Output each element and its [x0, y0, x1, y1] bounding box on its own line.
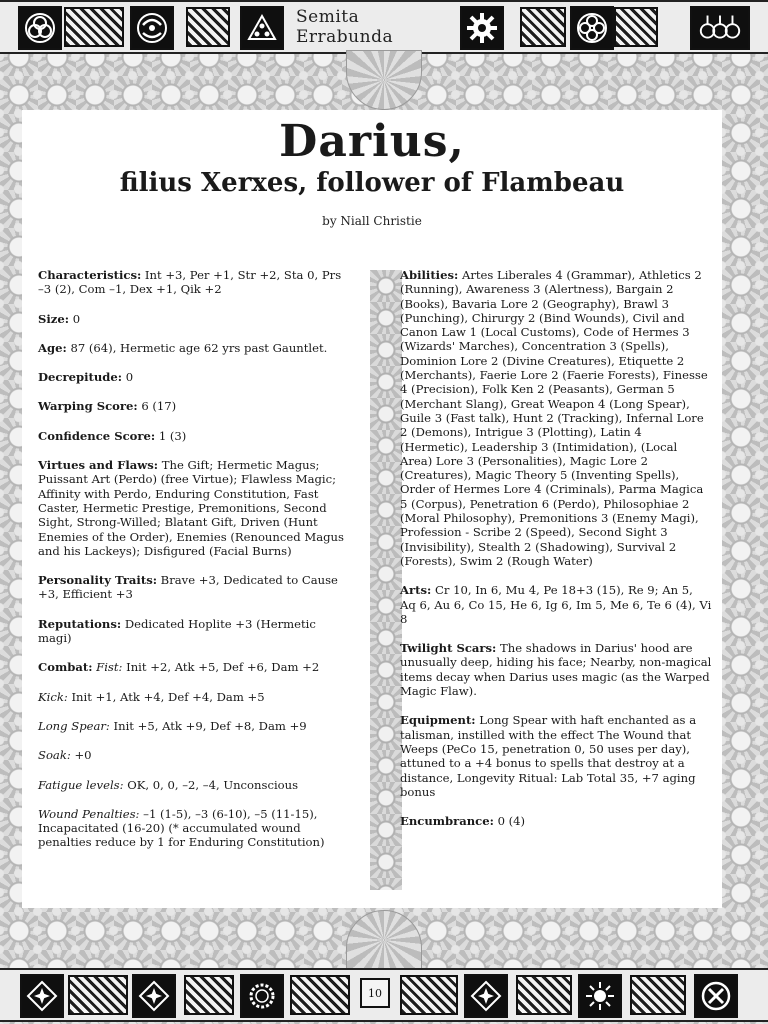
byline: by Niall Christie	[322, 214, 422, 228]
reputations-entry: Reputations: Dedicated Hoplite +3 (Hermetic magi)	[38, 616, 316, 646]
running-title: Semita Errabunda	[296, 10, 448, 44]
x-circle-icon	[694, 974, 738, 1018]
arts-entry: Arts: Cr 10, In 6, Mu 4, Pe 18+3 (15), Re 9; An 5, Aq 6, Au 6, Co 15, He 6, Ig 6, Im 5, Me 6, Te 6 (4), Vi 8	[400, 583, 712, 626]
virtues-entry: Virtues and Flaws: The Gift; Hermetic Magus; Puissant Art (Perdo) (free Virtue); Flawless Magic; Affinity with Perdo, Enduring Constitution, Fast Caster, Hermetic Prestige, Premonitions, Second Sight, Strong-Willed; Blatant Gift, Driven (Hunt Enemies of the Order), Enemies (Renounced Magus and his Lackeys); Disfigured (Facial Burns)	[38, 458, 344, 558]
knotwork-border	[630, 975, 686, 1015]
kick-entry: Kick: Init +1, Atk +4, Def +4, Dam +5	[38, 689, 265, 704]
knotwork-border	[520, 7, 566, 47]
twilight-scars-entry: Twilight Scars: The shadows in Darius' hood are unusually deep, hiding his face; Nearby, non-magical items decay when Darius uses magic (as the Warped Magic Flaw).	[400, 641, 712, 699]
confidence-entry: Confidence Score: 1 (3)	[38, 428, 187, 443]
encumbrance-entry: Encumbrance: 0 (4)	[400, 814, 526, 829]
flower-icon	[570, 6, 614, 50]
knotwork-border	[184, 975, 234, 1015]
triangle-dots-icon	[240, 6, 284, 50]
left-column	[38, 268, 350, 865]
rings-icon	[690, 6, 750, 50]
diamond-star-icon	[132, 974, 176, 1018]
knotwork-border	[64, 7, 124, 47]
diamond-star-icon	[464, 974, 508, 1018]
page-title: Darius,	[279, 116, 465, 167]
soak-entry: Soak: +0	[38, 748, 92, 763]
knotwork-border	[290, 975, 350, 1015]
sun-icon	[578, 974, 622, 1018]
footer-strip	[0, 968, 768, 1022]
knotwork-border	[68, 975, 128, 1015]
page-number: 10	[360, 978, 390, 1008]
combat-entry: Combat: Fist: Init +2, Atk +5, Def +6, Dam +2	[38, 660, 320, 675]
column-divider	[370, 270, 402, 890]
right-column	[400, 268, 712, 843]
header-strip	[0, 0, 768, 54]
wound-penalties-entry: Wound Penalties: –1 (1-5), –3 (6-10), –5 (11-15), Incapacitated (16-20) (* accumulated wound penalties reduce by 1 for Enduring Constitution)	[38, 806, 325, 850]
characteristics-entry: Characteristics: Int +3, Per +1, Str +2, Sta 0, Prs –3 (2), Com –1, Dex +1, Qik +2	[38, 268, 342, 297]
gear-icon	[460, 6, 504, 50]
knotwork-border	[186, 7, 230, 47]
equipment-entry: Equipment: Long Spear with haft enchanted as a talisman, instilled with the effect The Wound that Weeps (PeCo 15, penetration 0, 50 uses per day), attuned to a +4 bonus to spells that destroy at a distance, Longevity Ritual: Lab Total 35, +7 aging bonus	[400, 713, 697, 799]
warping-entry: Warping Score: 6 (17)	[38, 399, 177, 414]
personality-entry: Personality Traits: Brave +3, Dedicated to Cause +3, Efficient +3	[38, 573, 338, 602]
wreath-icon	[240, 974, 284, 1018]
abilities-entry: Abilities: Artes Liberales 4 (Grammar), Athletics 2 (Running), Awareness 3 (Alertness), Bargain 2 (Books), Bavaria Lore 2 (Geography), Brawl 3 (Punching), Chirurgy 2 (Bind Wounds), Civil and Canon Law 1 (Local Customs), Code of Hermes 3 (Wizards' Marches), Concentration 3 (Spells), Dominion Lore 2 (Divine Creatures), Etiquette 2 (Merchants), Faerie Lore 2 (Faerie Forests), Finesse 4 (Precision), Folk Ken 2 (Peasants), German 5 (Merchant Slang), Great Weapon 4 (Long Spear), Guile 3 (Fast talk), Hunt 2 (Tracking), Infernal Lore 2 (Demons), Intrigue 3 (Plotting), Latin 4 (Hermetic), Leadership 3 (Intimidation), (Local Area) Lore 3 (Personalities), Magic Lore 2 (Creatures), Magic Theory 5 (Inventing Spells), Order of Hermes Lore 4 (Criminals), Parma Magica 5 (Corpus), Penetration 6 (Perdo), Philosophiae 2 (Moral Philosophy), Premonitions 3 (Enemy Magi), Profession - Scribe 2 (Speed), Second Sight 3 (Invisibility), Stealth 2 (Shadowing), Survival 2 (Forests), Swim 2 (Rough Water)	[400, 268, 708, 568]
knotwork-border	[400, 975, 458, 1015]
diamond-star-icon	[20, 974, 64, 1018]
crescent-knot-icon	[130, 6, 174, 50]
knotwork-border	[516, 975, 572, 1015]
fatigue-entry: Fatigue levels: OK, 0, 0, –2, –4, Unconscious	[38, 777, 299, 792]
size-entry: Size: 0	[38, 311, 81, 326]
age-entry: Age: 87 (64), Hermetic age 62 yrs past Gauntlet.	[38, 340, 328, 355]
long-spear-entry: Long Spear: Init +5, Atk +9, Def +8, Dam +9	[38, 718, 307, 733]
page-subtitle: filius Xerxes, follower of Flambeau	[119, 168, 625, 198]
decrepitude-entry: Decrepitude: 0	[38, 370, 134, 385]
triquetra-icon	[18, 6, 62, 50]
knotwork-border	[614, 7, 658, 47]
content-panel	[22, 110, 722, 908]
